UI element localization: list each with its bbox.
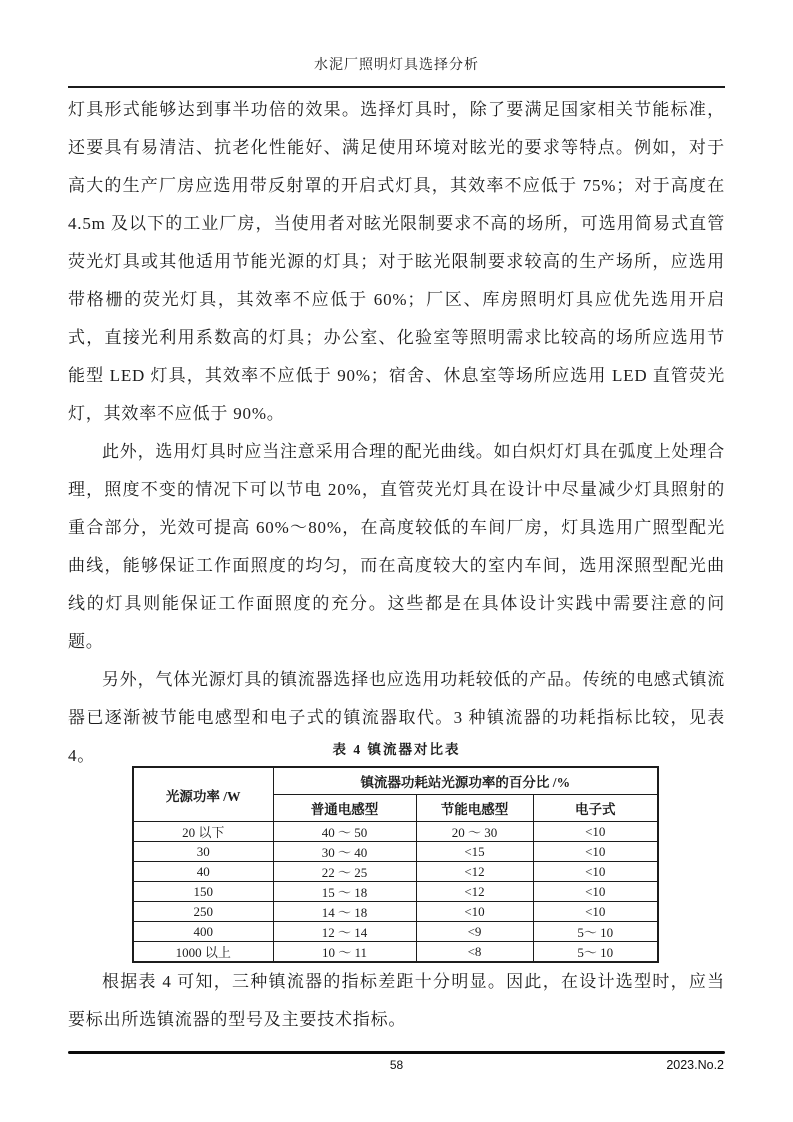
table-header-cell: 节能电感型 xyxy=(416,795,533,822)
table-row xyxy=(133,842,658,862)
table-cell: <10 xyxy=(416,902,533,922)
closing-text-block xyxy=(68,963,725,1039)
table-cell: <12 xyxy=(416,862,533,882)
table-cell: 15 ～ 18 xyxy=(273,882,416,902)
table-cell: <9 xyxy=(416,922,533,942)
body-paragraph: 此外，选用灯具时应当注意采用合理的配光曲线。如白炽灯灯具在弧度上处理合理，照度不变的情况下可以节电 20%，直管荧光灯具在设计中尽量减少灯具照射的重合部分，光效可提高 60%～80%，在高度较低的车间厂房，灯具选用广照型配光曲线，能够保证工作面照度的均匀，而在高度较大的室内车间，选用深照型配光曲线的灯具则能保证工作面照度的充分。这些都是在具体设计实践中需要注意的问题。 xyxy=(68,442,725,651)
table-cell: 40 ～ 50 xyxy=(273,822,416,842)
table-cell: 20 以下 xyxy=(133,822,273,842)
table-cell: 1000 以上 xyxy=(133,942,273,963)
body-paragraph: 根据表 4 可知，三种镇流器的指标差距十分明显。因此，在设计选型时，应当要标出所选镇流器的型号及主要技术指标。 xyxy=(68,972,725,1029)
table-row xyxy=(133,942,658,963)
body-text-block xyxy=(68,91,725,775)
ballast-comparison-table xyxy=(132,766,659,963)
issue-label: 2023.No.2 xyxy=(666,1058,724,1072)
table-cell: <15 xyxy=(416,842,533,862)
table-cell: 14 ～ 18 xyxy=(273,902,416,922)
body-paragraph: 另外，气体光源灯具的镇流器选择也应选用功耗较低的产品。传统的电感式镇流器已逐渐被节能电感型和电子式的镇流器取代。3 种镇流器的功耗指标比较，见表 4。 xyxy=(68,670,725,765)
table-cell: 30 xyxy=(133,842,273,862)
table-cell: <10 xyxy=(533,822,658,842)
table-cell: 400 xyxy=(133,922,273,942)
page-number: 58 xyxy=(389,1058,404,1072)
table-row xyxy=(133,902,658,922)
table-cell: <10 xyxy=(533,842,658,862)
table-header-cell: 电子式 xyxy=(533,795,658,822)
table-cell: 12 ～ 14 xyxy=(273,922,416,942)
table-cell: 5～ 10 xyxy=(533,942,658,963)
table-caption: 表 4 镇流器对比表 xyxy=(332,742,461,757)
table-cell: 5～ 10 xyxy=(533,922,658,942)
header-divider xyxy=(68,86,725,88)
table-header-cell: 镇流器功耗站光源功率的百分比 /% xyxy=(273,767,658,795)
footer-divider xyxy=(68,1051,725,1054)
table-header-cell: 光源功率 /W xyxy=(133,767,273,822)
table-cell: <10 xyxy=(533,882,658,902)
table-cell: 150 xyxy=(133,882,273,902)
page-header-title: 水泥厂照明灯具选择分析 xyxy=(314,58,479,73)
table-cell: 22 ～ 25 xyxy=(273,862,416,882)
table-cell: 250 xyxy=(133,902,273,922)
body-paragraph: 灯具形式能够达到事半功倍的效果。选择灯具时，除了要满足国家相关节能标准，还要具有易清洁、抗老化性能好、满足使用环境对眩光的要求等特点。例如，对于高大的生产厂房应选用带反射罩的开启式灯具，其效率不应低于 75%；对于高度在 4.5m 及以下的工业厂房，当使用者对眩光限制要求不高的场所，可选用简易式直管荧光灯具或其他适用节能光源的灯具；对于眩光限制要求较高的生产场所，应选用带格栅的荧光灯具，其效率不应低于 60%；厂区、库房照明灯具应优先选用开启式，直接光利用系数高的灯具；办公室、化验室等照明需求比较高的场所应选用节能型 LED 灯具，其效率不应低于 90%；宿舍、休息室等场所应选用 LED 直管荧光灯，其效率不应低于 90%。 xyxy=(68,100,725,423)
table-cell: <12 xyxy=(416,882,533,902)
table-row xyxy=(133,822,658,842)
table-header-row xyxy=(133,767,658,795)
table-cell: 10 ～ 11 xyxy=(273,942,416,963)
table-cell: <10 xyxy=(533,902,658,922)
table-cell: 20 ～ 30 xyxy=(416,822,533,842)
table-row xyxy=(133,882,658,902)
table-cell: 40 xyxy=(133,862,273,882)
table-header-cell: 普通电感型 xyxy=(273,795,416,822)
table-cell: <10 xyxy=(533,862,658,882)
table-cell: 30 ～ 40 xyxy=(273,842,416,862)
table-row xyxy=(133,922,658,942)
table-row xyxy=(133,862,658,882)
table-cell: <8 xyxy=(416,942,533,963)
